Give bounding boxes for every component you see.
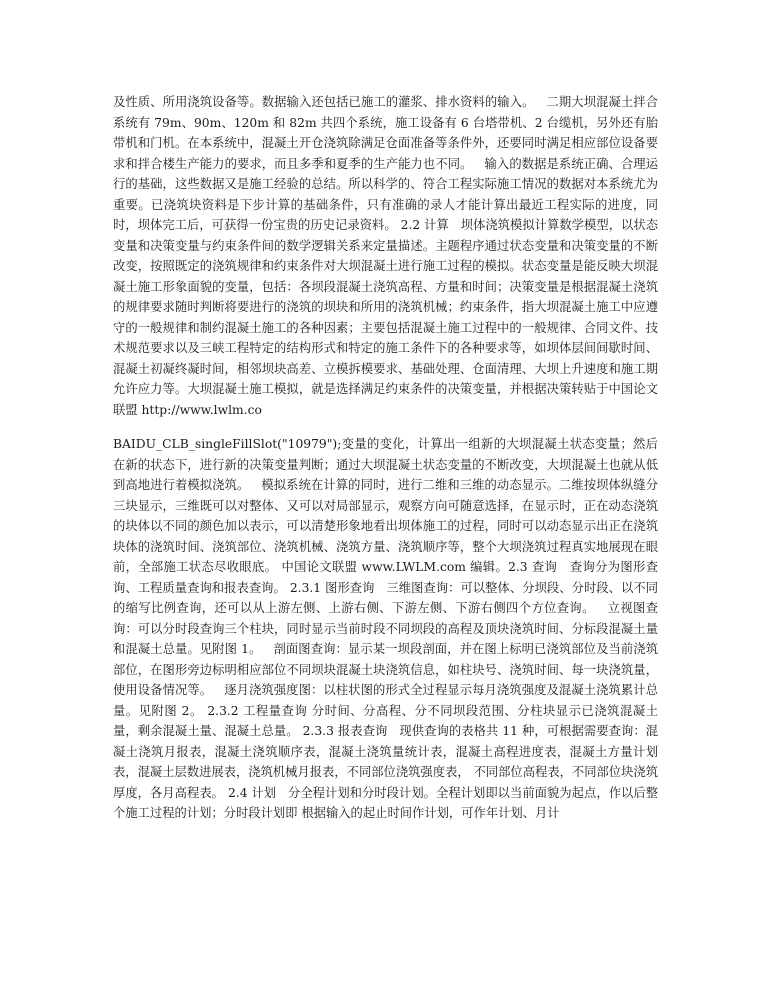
document-body bbox=[113, 92, 658, 824]
body-paragraph-2: BAIDU_CLB_singleFillSlot("10979");变量的变化，计算出一组新的大坝混凝土状态变量；然后在新的状态下，进行新的决策变量判断；通过大坝混凝土状态变量的不断改变，大坝混凝土也就从低到高地进行着模拟浇筑。 模拟系统在计算的同时，进行二维和三维的动态显示。二维按坝体纵缝分三块显示，三维既可以对整体、又可以对局部显示，观察方向可随意选择，在显示时，正在动态浇筑的块体以不同的颜色加以表示，可以清楚形象地看出坝体施工的过程，同时可以动态显示出正在浇筑块体的浇筑时间、浇筑部位、浇筑机械、浇筑方量、浇筑顺序等，整个大坝浇筑过程真实地展现在眼前，全部施工状态尽收眼底。 中国论文联盟 www.LWLM.com 编辑。2.3 查询 查询分为图形查询、工程质量查询和报表查询。 2.3.1 图形查询 三维图查询：可以整体、分坝段、分时段、以不同的缩写比例查询，还可以从上游左侧、上游右侧、下游左侧、下游右侧四个方位查询。 立视图查询：可以分时段查询三个柱块，同时显示当前时段不同坝段的高程及顶块浇筑时间、分标段混凝土量和混凝土总量。见附图 1。 剖面图查询：显示某一坝段剖面，并在图上标明已浇筑部位及当前浇筑部位，在图形旁边标明相应部位不同坝块混凝土块浇筑信息，如柱块号、浇筑时间、每一块浇筑量，使用设备情况等。 逐月浇筑强度图：以柱状图的形式全过程显示每月浇筑强度及混凝土浇筑累计总量。见附图 2。 2.3.2 工程量查询 分时间、分高程、分不同坝段范围、分柱块显示已浇筑混凝土量，剩余混凝土量、混凝土总量。 2.3.3 报表查询 现供查询的表格共 11 种，可根据需要查询：混凝土浇筑月报表，混凝土浇筑顺序表，混凝土浇筑量统计表，混凝土高程进度表，混凝土方量计划表，混凝土层数进展表，浇筑机械月报表，不同部位浇筑强度表， 不同部位高程表，不同部位块浇筑厚度，各月高程表。 2.4 计划 分全程计划和分时段计划。全程计划即以当前面貌为起点，作以后整个施工过程的计划；分时段计划即 根据输入的起止时间作计划，可作年计划、月计 bbox=[113, 437, 658, 820]
body-paragraph-1: 及性质、所用浇筑设备等。数据输入还包括已施工的灌浆、排水资料的输入。 二期大坝混凝土拌合系统有 79m、90m、120m 和 82m 共四个系统，施工设备有 6 台塔带机、2 台缆机，另外还有胎带机和门机。在本系统中，混凝土开仓浇筑除满足仓面准备等条件外，还要同时满足相应部位设备要求和拌合楼生产能力的要求，而且多季和夏季的生产能力也不同。 输入的数据是系统正确、合理运行的基础，这些数据又是施工经验的总结。所以科学的、符合工程实际施工情况的数据对本系统尤为重要。已浇筑块资料是下步计算的基础条件，只有准确的录人才能计算出最近工程实际的进度，同时，坝体完工后，可获得一份宝贵的历史记录资料。 2.2 计算 坝体浇筑模拟计算数学模型，以状态变量和决策变量与约束条件间的数学逻辑关系来定量描述。主题程序通过状态变量和决策变量的不断改变，按照既定的浇筑规律和约束条件对大坝混凝土进行施工过程的模拟。状态变量是能反映大坝混凝土施工形象面貌的变量，包括：各坝段混凝土浇筑高程、方量和时间；决策变量是根据混凝土浇筑的规律要求随时判断将要进行的浇筑的坝块和所用的浇筑机械；约束条件，指大坝混凝土施工中应遵守的一般规律和制约混凝土施工的各种因素；主要包括混凝土施工过程中的一般规律、合同文件、技术规范要求以及三峡工程特定的结构形式和特定的施工条件下的各种要求等，如坝体层间间歇时间、混凝土初凝终凝时间，相邻坝块高差、立模拆模要求、基础处理、仓面清理、大坝上升速度和施工期允许应力等。大坝混凝土施工模拟，就是选择满足约束条件的决策变量，并根据决策转贴于中国论文联盟 http://www.lwlm.co bbox=[113, 95, 658, 417]
